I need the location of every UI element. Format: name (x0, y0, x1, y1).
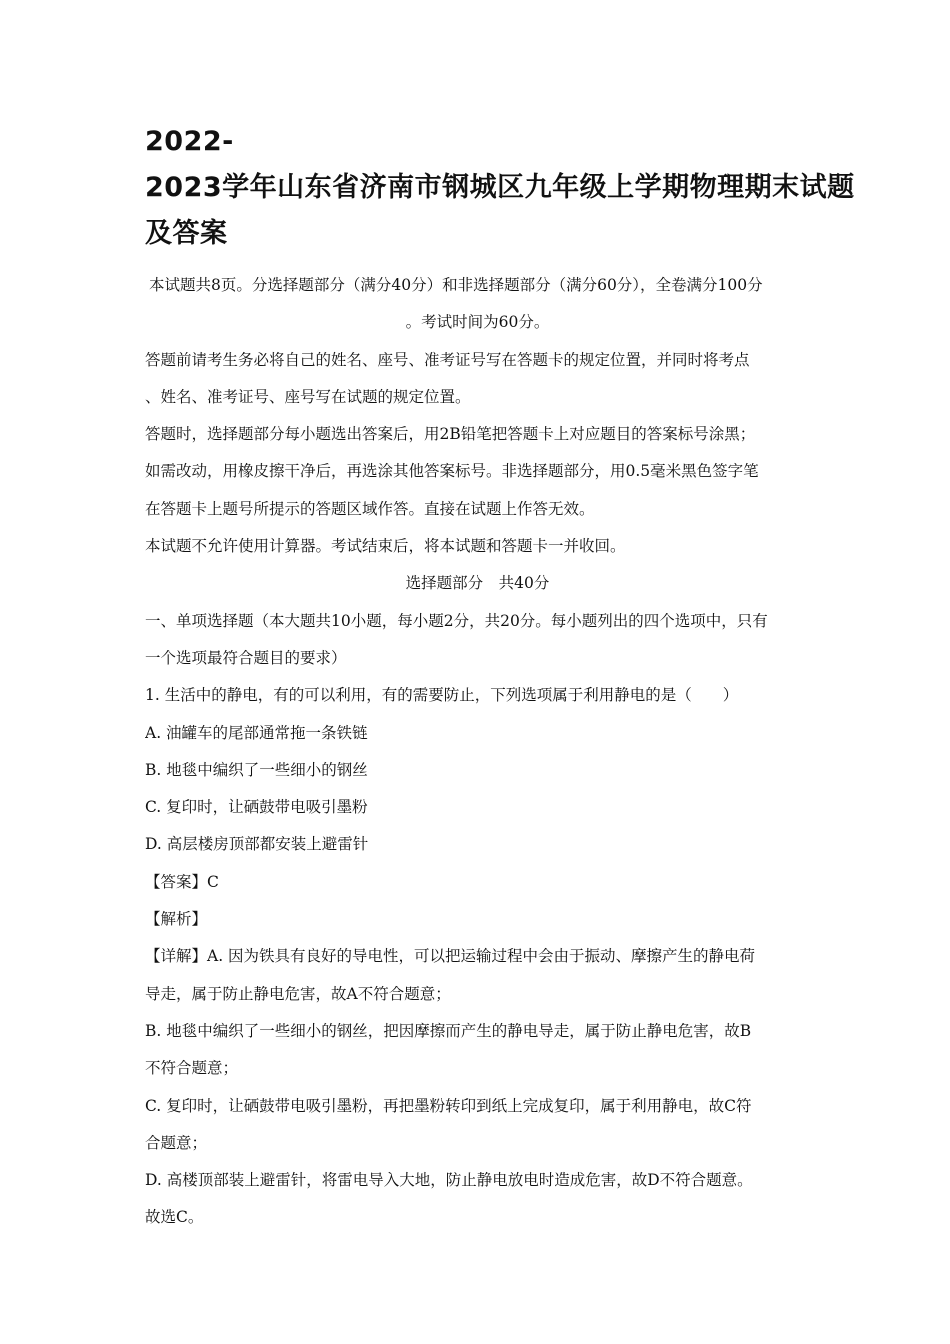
title-line-3: 及答案 (145, 218, 228, 249)
notice-line: 答题前请考生务必将自己的姓名、座号、准考证号写在答题卡的规定位置，并同时将考点 (145, 350, 750, 369)
notice-line: 在答题卡上题号所提示的答题区域作答。直接在试题上作答无效。 (145, 499, 595, 518)
notice-line: 、姓名、准考证号、座号写在试题的规定位置。 (145, 387, 471, 406)
conclusion-line: 故选C。 (145, 1208, 204, 1227)
notice-line: 如需改动，用橡皮擦干净后，再选涂其他答案标号。非选择题部分，用0.5毫米黑色签字笔 (145, 462, 759, 481)
title-line-2: 2023学年山东省济南市钢城区九年级上学期物理期末试题 (145, 172, 855, 203)
answer-label: 【答案】C (145, 872, 219, 891)
detail-line: 导走，属于防止静电危害，故A不符合题意； (145, 984, 451, 1003)
detail-line: 不符合题意； (145, 1059, 239, 1078)
notice-line: 本试题共8页。分选择题部分（满分40分）和非选择题部分（满分60分），全卷满分100分 (149, 276, 763, 294)
detail-line: C. 复印时，让硒鼓带电吸引墨粉，再把墨粉转印到纸上完成复印，属于利用静电，故C符 (145, 1096, 752, 1115)
notice-line: 本试题不允许使用计算器。考试结束后，将本试题和答题卡一并收回。 (145, 537, 626, 556)
part-instructions: 一个选项最符合题目的要求） (145, 648, 347, 667)
option-d: D. 高层楼房顶部都安装上避雷针 (145, 835, 369, 854)
notice-line: 答题时，选择题部分每小题选出答案后，用2B铅笔把答题卡上对应题目的答案标号涂黑； (145, 425, 756, 444)
title-line-1: 2022- (145, 126, 234, 157)
section-heading: 选择题部分 共40分 (405, 574, 550, 593)
detail-line: D. 高楼顶部装上避雷针，将雷电导入大地，防止静电放电时造成危害，故D不符合题意。 (145, 1171, 753, 1190)
question-stem: 1. 生活中的静电，有的可以利用，有的需要防止，下列选项属于利用静电的是（ ） (145, 686, 739, 705)
document-title (145, 120, 855, 258)
option-b: B. 地毯中编织了一些细小的钢丝 (145, 760, 368, 779)
option-a: A. 油罐车的尾部通常拖一条铁链 (145, 723, 368, 742)
option-c: C. 复印时，让硒鼓带电吸引墨粉 (145, 798, 368, 817)
detail-line: 【详解】A. 因为铁具有良好的导电性，可以把运输过程中会由于振动、摩擦产生的静电荷 (145, 947, 756, 966)
notice-line: 。考试时间为60分。 (405, 313, 550, 332)
analysis-label: 【解析】 (145, 910, 208, 929)
detail-line: B. 地毯中编织了一些细小的钢丝，把因摩擦而产生的静电导走，属于防止静电危害，故B (145, 1021, 752, 1040)
part-instructions: 一、单项选择题（本大题共10小题，每小题2分，共20分。每小题列出的四个选项中，只有 (145, 611, 768, 630)
detail-line: 合题意； (145, 1133, 208, 1152)
document-body (145, 267, 810, 1237)
